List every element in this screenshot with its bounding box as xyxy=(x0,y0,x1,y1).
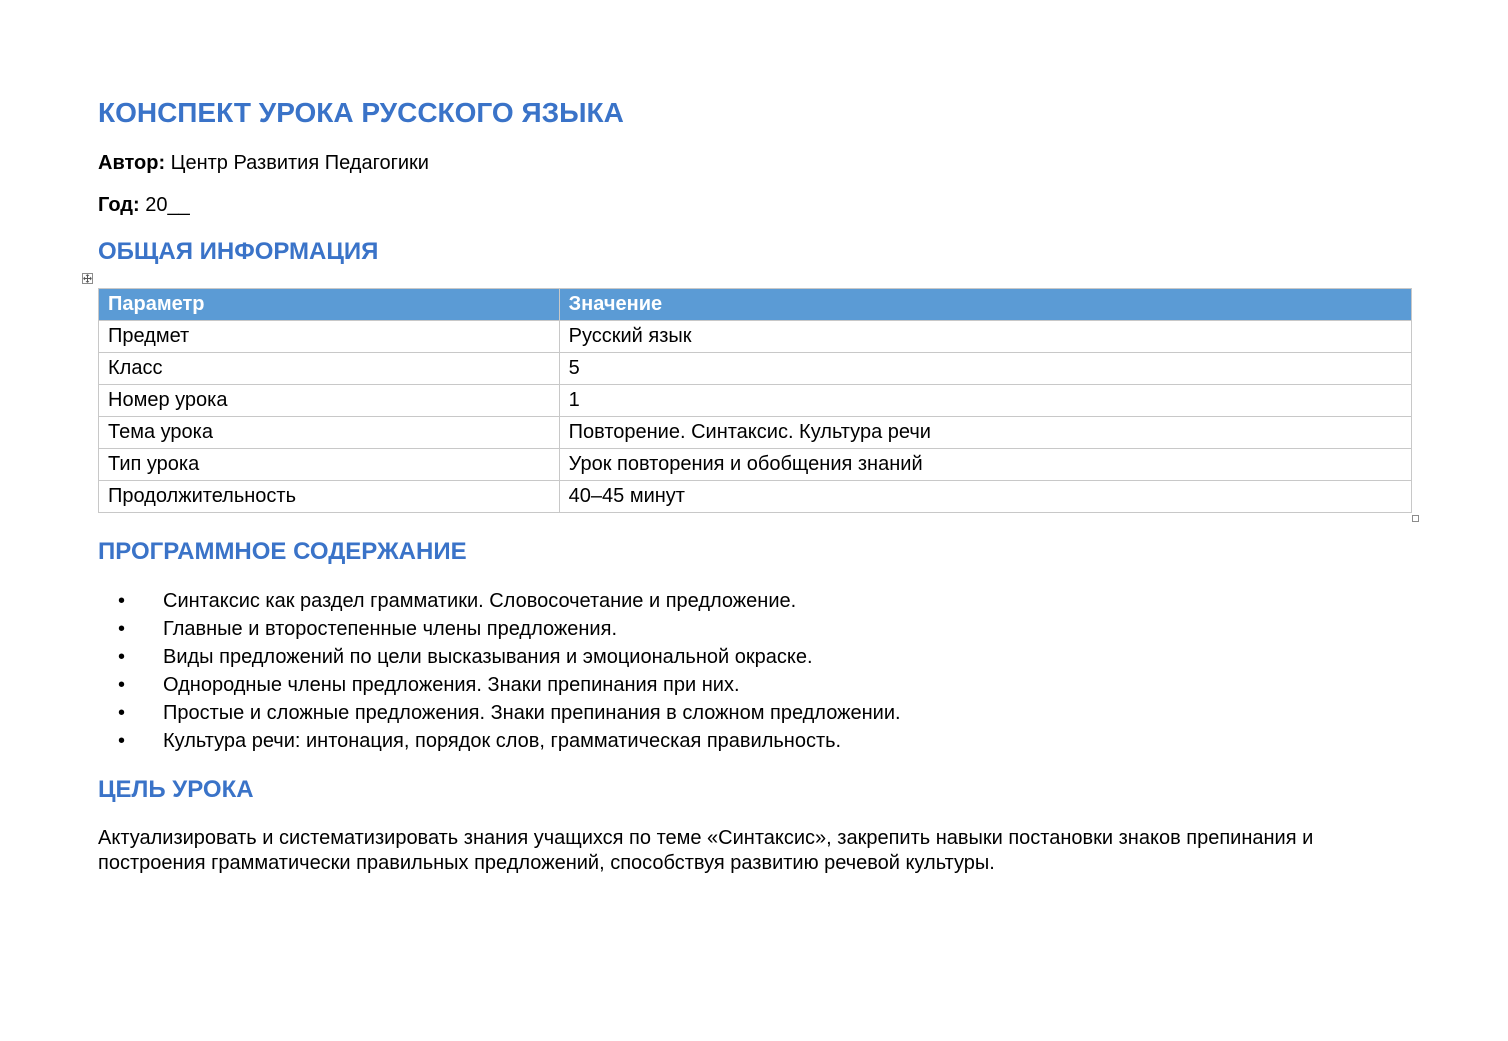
year-line xyxy=(98,193,190,217)
author-label: Автор: xyxy=(98,152,166,174)
table-cell: 5 xyxy=(559,353,1411,385)
table-cell: Повторение. Синтаксис. Культура речи xyxy=(559,417,1411,449)
table-cell: Тема урока xyxy=(99,417,560,449)
lesson-goal-text: Актуализировать и систематизировать знания учащихся по теме «Синтаксис», закрепить навыки постановки знаков препинания и построения грамматически правильных предложений, способствуя развитию речевой культуры. xyxy=(98,827,1314,874)
table-header-cell: Значение xyxy=(559,289,1411,321)
table-cell: Тип урока xyxy=(99,449,560,481)
table-header-cell: Параметр xyxy=(99,289,560,321)
table-cell: Русский язык xyxy=(559,321,1411,353)
table-row xyxy=(99,449,1412,481)
table-cell: Класс xyxy=(99,353,560,385)
document-title: КОНСПЕКТ УРОКА РУССКОГО ЯЗЫКА xyxy=(98,97,624,128)
bullet-icon: • xyxy=(118,702,126,724)
bullet-icon: • xyxy=(118,590,126,612)
list-item xyxy=(98,671,901,699)
list-item-text: Простые и сложные предложения. Знаки препинания в сложном предложении. xyxy=(163,702,901,724)
table-cell: 1 xyxy=(559,385,1411,417)
author-line xyxy=(98,151,429,175)
year-label: Год: xyxy=(98,194,140,216)
list-item-text: Главные и второстепенные члены предложения. xyxy=(163,618,617,640)
bullet-icon: • xyxy=(118,618,126,640)
move-icon[interactable] xyxy=(82,273,93,284)
program-content-list xyxy=(98,587,901,755)
list-item xyxy=(98,643,901,671)
bullet-icon: • xyxy=(118,730,126,752)
list-item-text: Виды предложений по цели высказывания и эмоциональной окраске. xyxy=(163,646,813,668)
year-value: 20__ xyxy=(145,194,190,216)
table-cell: 40–45 минут xyxy=(559,481,1411,513)
table-row xyxy=(99,353,1412,385)
table-cell: Продолжительность xyxy=(99,481,560,513)
author-value: Центр Развития Педагогики xyxy=(170,152,429,174)
table-cell: Номер урока xyxy=(99,385,560,417)
list-item-text: Синтаксис как раздел грамматики. Словосочетание и предложение. xyxy=(163,590,797,612)
table-row xyxy=(99,385,1412,417)
table-row xyxy=(99,417,1412,449)
list-item xyxy=(98,727,901,755)
table-row xyxy=(99,321,1412,353)
table-row xyxy=(99,481,1412,513)
section-heading-general: ОБЩАЯ ИНФОРМАЦИЯ xyxy=(98,238,379,265)
section-heading-goal: ЦЕЛЬ УРОКА xyxy=(98,776,254,803)
list-item xyxy=(98,587,901,615)
bullet-icon: • xyxy=(118,674,126,696)
bullet-icon: • xyxy=(118,646,126,668)
section-heading-program: ПРОГРАММНОЕ СОДЕРЖАНИЕ xyxy=(98,538,467,565)
list-item xyxy=(98,615,901,643)
table-cell: Предмет xyxy=(99,321,560,353)
list-item-text: Культура речи: интонация, порядок слов, грамматическая правильность. xyxy=(163,730,842,752)
general-info-table xyxy=(98,288,1412,513)
list-item xyxy=(98,699,901,727)
list-item-text: Однородные члены предложения. Знаки препинания при них. xyxy=(163,674,740,696)
table-resize-handle[interactable] xyxy=(1412,515,1419,522)
table-header-row xyxy=(99,289,1412,321)
table-cell: Урок повторения и обобщения знаний xyxy=(559,449,1411,481)
